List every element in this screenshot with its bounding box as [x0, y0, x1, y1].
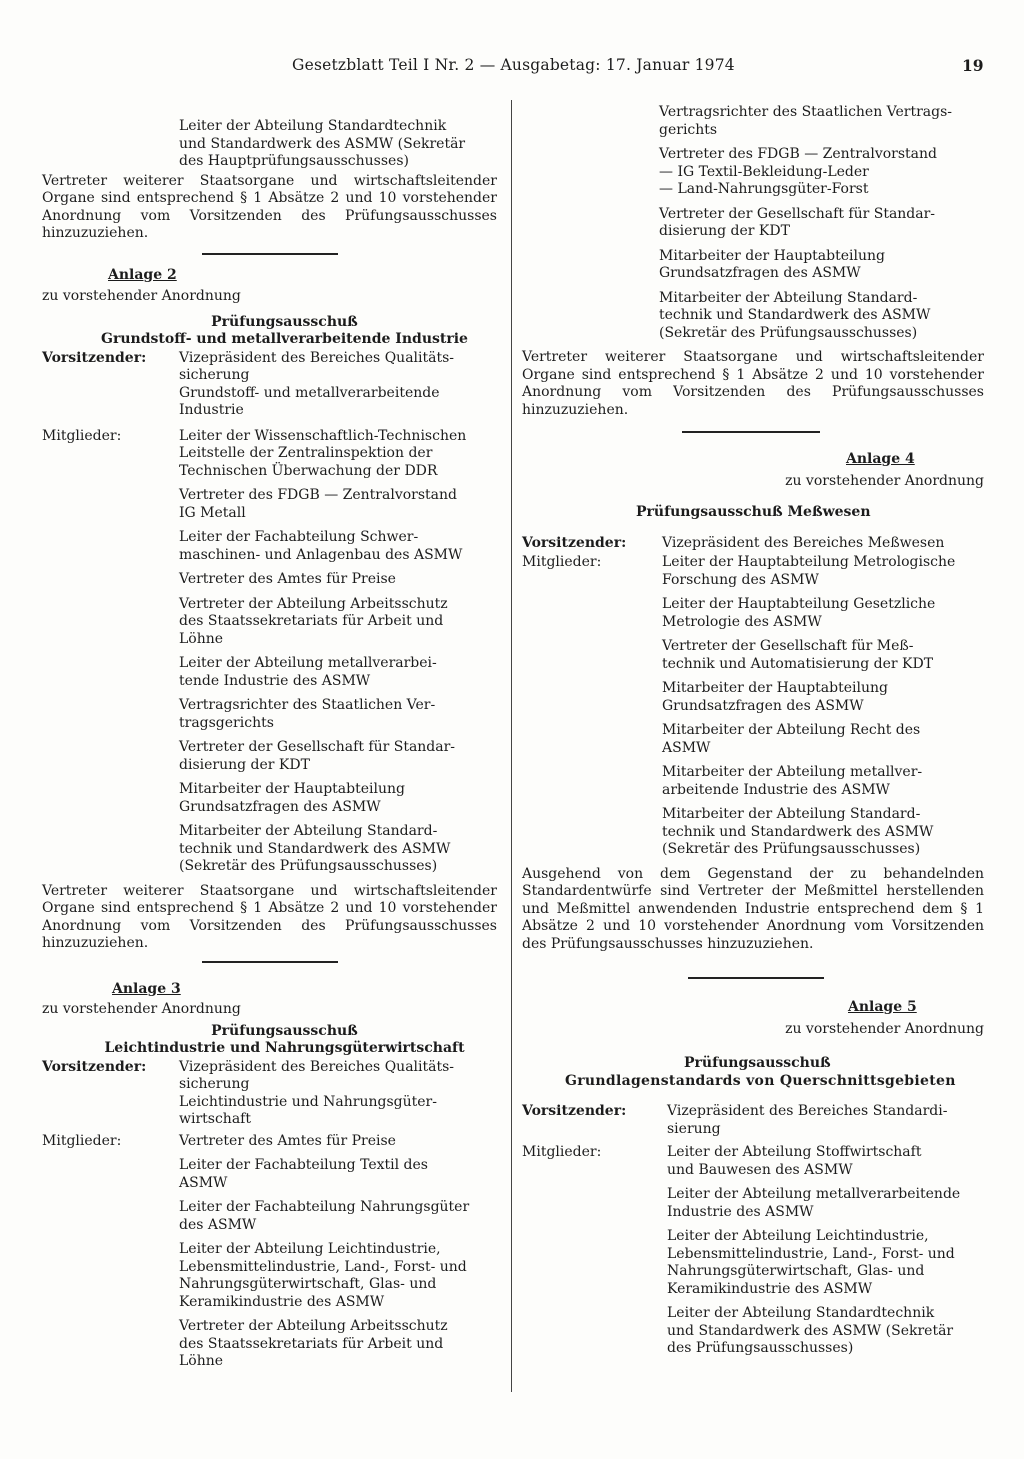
member-line: gerichts	[659, 121, 718, 138]
member-line: Vertragsrichter des Staatlichen Ver-	[179, 697, 436, 713]
anlage-2-label: Anlage 2	[108, 266, 177, 283]
member-line: ASMW	[662, 739, 711, 756]
text-line: sicherung	[179, 367, 250, 383]
member-line: Lebensmittelindustrie, Land-, Forst- und	[667, 1245, 955, 1262]
member-line: Lebensmittelindustrie, Land-, Forst- und	[179, 1258, 467, 1275]
anlage-5-subtitle: zu vorstehender Anordnung	[785, 1020, 984, 1037]
member-line: Mitarbeiter der Hauptabteilung	[179, 781, 405, 797]
closing-paragraph: Vertreter weiterer Staatsorgane und wirtschaftsleitender Organe sind entsprechend § 1 Absätze 2 und 10 vorstehender Anordnung vom Vorsitzenden des Prüfungsausschusses hinzuzuziehen.	[42, 882, 497, 951]
member-entry	[667, 1186, 984, 1221]
member-line: Vertreter der Gesellschaft für Standar-	[179, 739, 456, 755]
member-line: Leiter der Abteilung metallverarbeitende	[667, 1186, 961, 1202]
members-list	[662, 554, 984, 866]
chair-label: Vorsitzender:	[522, 1103, 627, 1119]
member-line: Vertreter des Amtes für Preise	[179, 1132, 396, 1149]
member-entry	[179, 781, 497, 816]
member-line: disierung der KDT	[179, 756, 310, 773]
member-line: Mitarbeiter der Hauptabteilung	[662, 680, 888, 696]
page-header	[0, 57, 1024, 79]
member-line: Vertreter der Gesellschaft für Meß-	[662, 638, 914, 654]
closing-paragraph: Vertreter weiterer Staatsorgane und wirtschaftsleitender Organe sind entsprechend § 1 Absätze 2 und 10 vorstehender Anordnung vom Vorsitzenden des Prüfungsausschusses hinzuzuziehen.	[42, 172, 497, 241]
member-entry	[179, 1133, 497, 1151]
member-line: tende Industrie des ASMW	[179, 672, 371, 689]
member-entry	[662, 554, 984, 589]
header-title: Gesetzblatt Teil I Nr. 2 — Ausgabetag: 17. Januar 1974	[292, 56, 735, 74]
section-separator	[688, 977, 824, 979]
member-entry	[659, 290, 984, 343]
members-list	[179, 428, 497, 883]
member-line: Forschung des ASMW	[662, 571, 819, 588]
member-entry	[662, 596, 984, 631]
member-entry	[179, 596, 497, 649]
member-line: Leiter der Fachabteilung Nahrungsgüter	[179, 1199, 470, 1215]
member-line: Vertreter der Gesellschaft für Standar-	[659, 205, 936, 222]
member-line: des Prüfungsausschusses)	[667, 1340, 854, 1356]
members-row	[522, 1144, 984, 1365]
member-line: Grundsatzfragen des ASMW	[179, 798, 381, 815]
member-line: arbeitende Industrie des ASMW	[662, 781, 890, 798]
section-separator	[682, 431, 820, 433]
anlage-4-subtitle: zu vorstehender Anordnung	[785, 472, 984, 489]
member-entry	[659, 146, 984, 199]
member-line: Vertreter der Abteilung Arbeitsschutz	[179, 1318, 448, 1334]
member-entry	[179, 571, 497, 589]
member-line: Vertreter des FDGB — Zentralvorstand	[179, 487, 457, 503]
member-line: (Sekretär des Prüfungsausschusses)	[662, 841, 921, 857]
member-line: Leiter der Hauptabteilung Gesetzliche	[662, 596, 936, 612]
member-line: Mitarbeiter der Hauptabteilung	[659, 247, 885, 264]
anlage-2-subtitle: zu vorstehender Anordnung	[42, 288, 241, 304]
text-line: des Hauptprüfungsausschusses)	[179, 153, 409, 169]
member-line: und Standardwerk des ASMW (Sekretär	[667, 1322, 954, 1339]
member-line: des Staatssekretariats für Arbeit und	[179, 1335, 444, 1352]
member-entry	[179, 428, 497, 481]
member-line: technik und Standardwerk des ASMW	[662, 823, 934, 840]
member-line: Leiter der Abteilung Standardtechnik	[667, 1305, 935, 1321]
member-line: des Staatssekretariats für Arbeit und	[179, 613, 444, 629]
member-line: und Bauwesen des ASMW	[667, 1161, 853, 1178]
member-line: Mitarbeiter der Abteilung Standard-	[662, 806, 921, 822]
member-line: Mitarbeiter der Abteilung Standard-	[179, 823, 438, 839]
member-line: technik und Standardwerk des ASMW	[659, 307, 931, 323]
member-line: Grundsatzfragen des ASMW	[659, 265, 861, 281]
chair-label: Vorsitzender:	[522, 534, 627, 551]
section-separator	[202, 961, 338, 963]
text-line: und Standardwerk des ASMW (Sekretär	[179, 135, 466, 152]
text-line: Vizepräsident des Bereiches Standardi-	[667, 1103, 948, 1119]
members-label: Mitglieder:	[522, 1144, 602, 1160]
anlage-3-subtitle: zu vorstehender Anordnung	[42, 1001, 241, 1017]
members-row	[42, 428, 497, 883]
member-line: — Land-Nahrungsgüter-Forst	[659, 181, 869, 197]
member-line: ASMW	[179, 1174, 228, 1191]
member-line: Leiter der Abteilung Leichtindustrie,	[179, 1241, 441, 1257]
text-line: Leichtindustrie und Nahrungsgüter-	[179, 1093, 437, 1110]
member-line: Mitarbeiter der Abteilung metallver-	[662, 764, 923, 780]
members-row	[522, 554, 984, 866]
members-list	[179, 1133, 497, 1378]
anlage-5-label: Anlage 5	[848, 999, 917, 1015]
member-entry	[179, 1199, 497, 1234]
anlage-5-subtitle-bold: Grundlagenstandards von Querschnittsgebieten	[565, 1072, 956, 1089]
member-entry	[179, 823, 497, 876]
text-line: sierung	[667, 1120, 721, 1137]
members-list-continued	[522, 104, 984, 342]
anlage-4-title: Prüfungsausschuß Meßwesen	[636, 504, 871, 520]
member-line: Vertreter des FDGB — Zentralvorstand	[659, 146, 937, 162]
member-entry	[662, 680, 984, 715]
member-entry	[659, 206, 984, 241]
member-line: Mitarbeiter der Abteilung Standard-	[659, 289, 918, 306]
page-number: 19	[962, 56, 984, 75]
members-label: Mitglieder:	[42, 1132, 122, 1149]
member-line: Grundsatzfragen des ASMW	[662, 697, 864, 714]
text-line: Vizepräsident des Bereiches Qualitäts-	[179, 1058, 455, 1075]
member-entry	[667, 1144, 984, 1179]
member-entry	[662, 638, 984, 673]
member-entry	[179, 1318, 497, 1371]
member-line: technik und Automatisierung der KDT	[662, 655, 934, 672]
member-entry	[662, 764, 984, 799]
member-line: des ASMW	[179, 1216, 257, 1233]
member-line: (Sekretär des Prüfungsausschusses)	[659, 324, 918, 341]
member-entry	[179, 487, 497, 522]
member-line: Leiter der Abteilung metallverarbei-	[179, 655, 437, 671]
member-entry	[179, 1157, 497, 1192]
chair-value	[179, 350, 497, 420]
column-divider	[511, 100, 512, 1392]
text-line: sicherung	[179, 1076, 250, 1092]
text-line: Grundstoff- und metallverarbeitende	[179, 384, 440, 401]
member-line: Nahrungsgüterwirtschaft, Glas- und	[179, 1276, 437, 1292]
anlage-5-title: Prüfungsausschuß	[684, 1055, 831, 1071]
member-line: Leiter der Wissenschaftlich-Technischen	[179, 427, 467, 444]
member-entry	[662, 806, 984, 859]
chair-row	[522, 535, 984, 553]
chair-value	[179, 1059, 497, 1129]
member-line: Löhne	[179, 1353, 224, 1369]
member-line: Industrie des ASMW	[667, 1203, 814, 1220]
member-line: Keramikindustrie des ASMW	[667, 1280, 873, 1297]
member-line: (Sekretär des Prüfungsausschusses)	[179, 858, 438, 874]
member-line: Vertreter des Amtes für Preise	[179, 571, 396, 587]
anlage-3-label: Anlage 3	[112, 980, 181, 997]
member-entry	[659, 104, 984, 139]
member-line: technik und Standardwerk des ASMW	[179, 840, 451, 857]
anlage-4-label: Anlage 4	[846, 451, 915, 467]
member-line: Vertreter der Abteilung Arbeitsschutz	[179, 595, 448, 612]
member-line: IG Metall	[179, 504, 246, 521]
chair-label: Vorsitzender:	[42, 1058, 147, 1075]
right-column	[522, 104, 984, 1365]
members-row	[42, 1133, 497, 1378]
member-entry	[662, 722, 984, 757]
anlage-2-title: Prüfungsausschuß	[211, 313, 358, 330]
left-column	[42, 118, 497, 1378]
chair-row	[42, 1059, 497, 1129]
member-line: Leiter der Hauptabteilung Metrologische	[662, 554, 956, 570]
chair-value	[667, 1103, 984, 1138]
member-entry	[659, 248, 984, 283]
member-entry	[179, 655, 497, 690]
member-entry	[667, 1228, 984, 1298]
member-line: Löhne	[179, 630, 224, 647]
anlage-3-subtitle-bold: Leichtindustrie und Nahrungsgüterwirtschaft	[104, 1040, 465, 1056]
anlage-3-title: Prüfungsausschuß	[211, 1022, 358, 1039]
member-entry	[667, 1305, 984, 1358]
text-line: wirtschaft	[179, 1111, 251, 1127]
member-line: maschinen- und Anlagenbau des ASMW	[179, 546, 463, 563]
text-line: Vizepräsident des Bereiches Qualitäts-	[179, 349, 455, 366]
chair-value	[662, 535, 984, 553]
member-entry	[179, 529, 497, 564]
member-entry	[179, 697, 497, 732]
member-entry	[179, 1241, 497, 1311]
chair-row	[522, 1103, 984, 1138]
member-line: Nahrungsgüterwirtschaft, Glas- und	[667, 1263, 925, 1279]
chair-row	[42, 350, 497, 420]
closing-paragraph: Ausgehend von dem Gegenstand der zu behandelnden Standardentwürfe sind Vertreter der Meßmittel herstellenden und Meßmittel anwendenden Industrie entsprechend dem § 1 Absätze 2 und 10 vorstehender Anordnung vom Vorsitzenden des Prüfungsausschusses hinzuzuziehen.	[522, 865, 984, 952]
member-line: Metrologie des ASMW	[662, 613, 822, 630]
text-line: Vizepräsident des Bereiches Meßwesen	[662, 534, 945, 551]
member-line: Vertragsrichter des Staatlichen Vertrags-	[659, 104, 953, 120]
section-separator	[202, 253, 338, 255]
member-line: Mitarbeiter der Abteilung Recht des	[662, 722, 921, 738]
member-line: disierung der KDT	[659, 223, 790, 239]
top-entry	[42, 118, 497, 171]
text-line: Leiter der Abteilung Standardtechnik	[179, 118, 447, 134]
chair-label: Vorsitzender:	[42, 349, 147, 366]
member-line: Leiter der Abteilung Leichtindustrie,	[667, 1228, 929, 1244]
text-line: Industrie	[179, 402, 244, 418]
members-list	[667, 1144, 984, 1365]
member-line: Leitstelle der Zentralinspektion der	[179, 445, 433, 461]
member-line: Leiter der Fachabteilung Schwer-	[179, 529, 419, 545]
closing-paragraph: Vertreter weiterer Staatsorgane und wirtschaftsleitender Organe sind entsprechend § 1 Absätze 2 und 10 vorstehender Anordnung vom Vorsitzenden des Prüfungsausschusses hinzuzuziehen.	[522, 349, 984, 418]
member-line: — IG Textil-Bekleidung-Leder	[659, 163, 869, 180]
member-line: Keramikindustrie des ASMW	[179, 1293, 385, 1310]
member-line: tragsgerichts	[179, 714, 274, 731]
member-line: Leiter der Abteilung Stoffwirtschaft	[667, 1144, 922, 1160]
anlage-2-subtitle-bold: Grundstoff- und metallverarbeitende Industrie	[101, 331, 468, 347]
member-entry	[179, 739, 497, 774]
members-label: Mitglieder:	[42, 427, 122, 444]
member-line: Leiter der Fachabteilung Textil des	[179, 1157, 428, 1173]
members-label: Mitglieder:	[522, 554, 602, 570]
member-line: Technischen Überwachung der DDR	[179, 462, 438, 479]
